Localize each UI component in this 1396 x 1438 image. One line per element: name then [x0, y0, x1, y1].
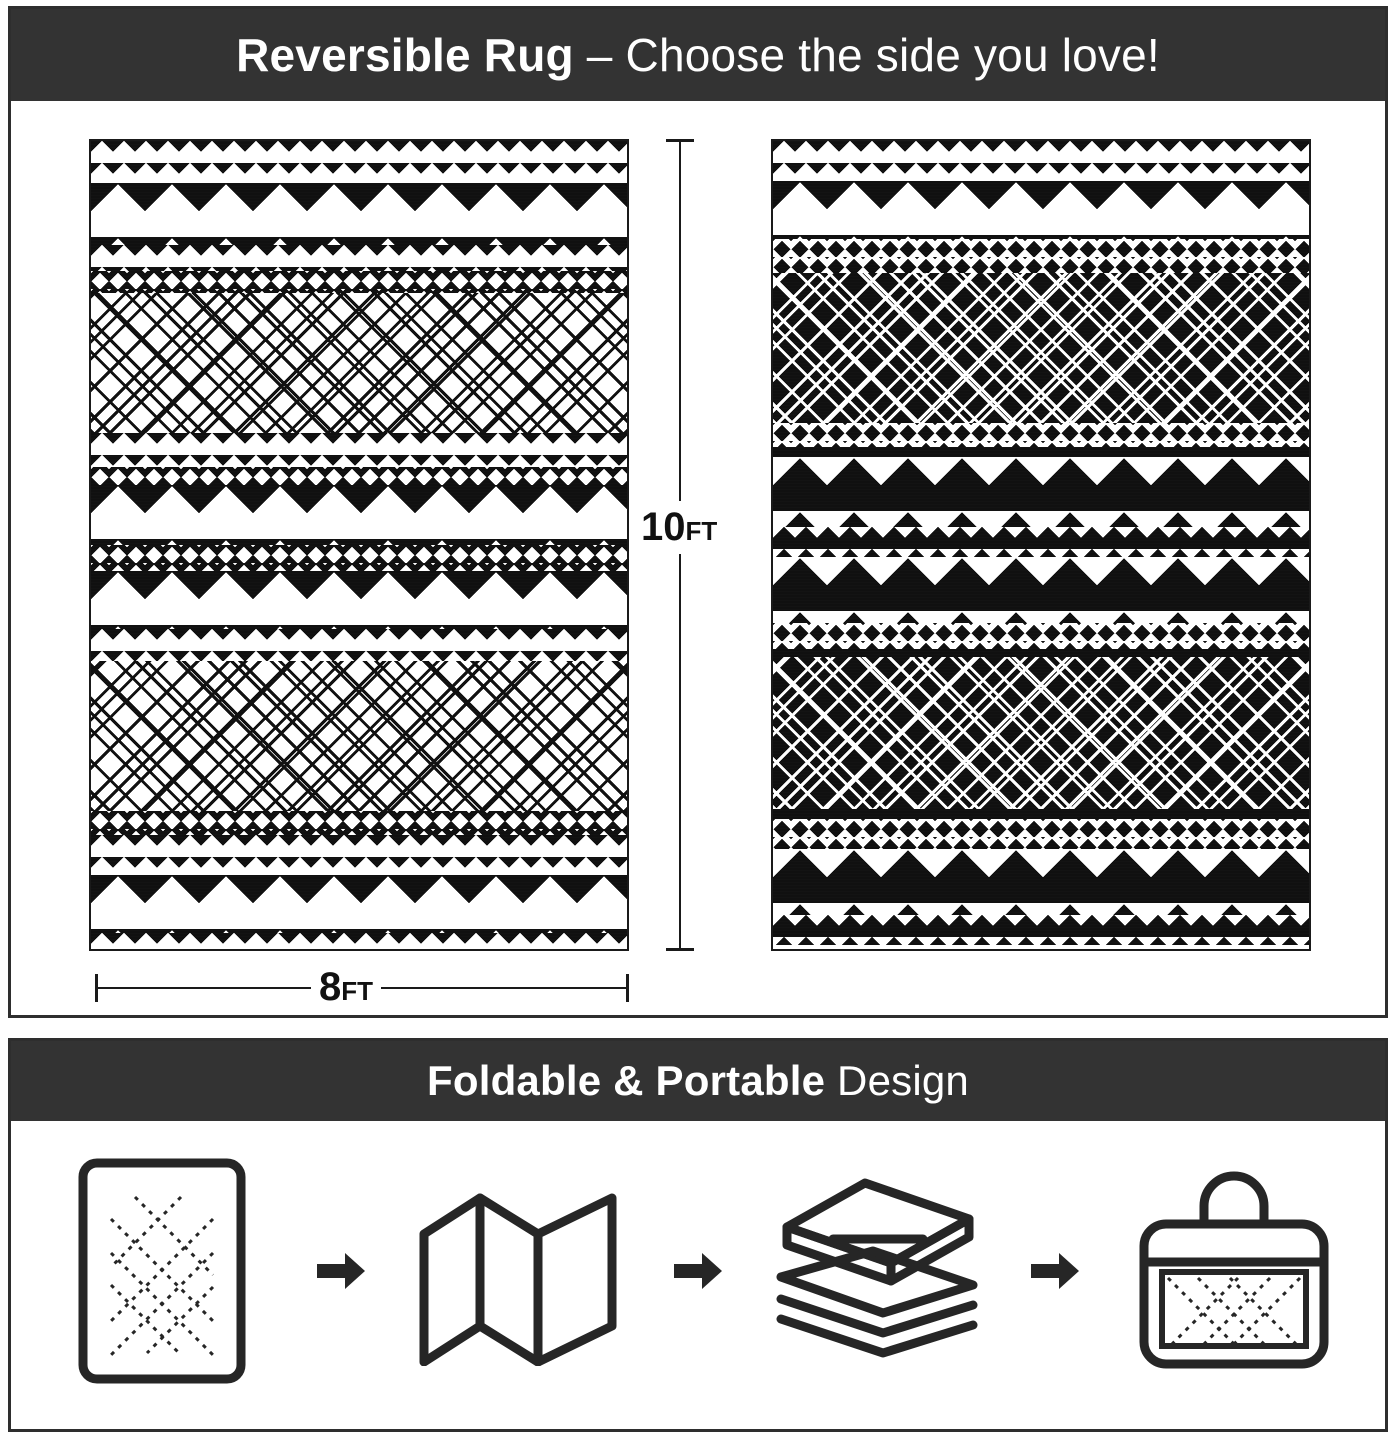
width-dimension-label: [311, 963, 381, 1012]
height-unit: FT: [685, 516, 718, 546]
folding-rug-icon: [414, 1176, 624, 1366]
height-value: 10: [641, 505, 686, 549]
arrow-2: [671, 1249, 725, 1293]
foldable-portable-panel: [8, 1038, 1388, 1432]
foldable-portable-body: [11, 1121, 1385, 1429]
width-value: 8: [319, 965, 342, 1009]
flat-rug-icon: [77, 1157, 247, 1385]
foldable-portable-title-bold: Foldable & Portable: [427, 1057, 826, 1104]
arrow-1: [314, 1249, 368, 1293]
arrow-right-icon: [315, 1249, 367, 1293]
carry-bag-icon: [1134, 1166, 1334, 1376]
reversible-rug-title-light: – Choose the side you love!: [573, 29, 1160, 81]
height-dimension-label: [639, 501, 719, 554]
reversible-rug-panel: [8, 6, 1388, 1018]
step-flat-rug: [57, 1155, 267, 1387]
reversible-rug-banner: [11, 9, 1385, 101]
arrow-right-icon: [672, 1249, 724, 1293]
arrow-3: [1028, 1249, 1082, 1293]
step-folding-rug: [414, 1155, 624, 1387]
foldable-portable-banner: [11, 1041, 1385, 1121]
rug-side-a: [89, 139, 629, 951]
reversible-rug-title-bold: Reversible Rug: [236, 29, 574, 81]
folded-stack-icon: [773, 1173, 981, 1369]
foldable-portable-title: [427, 1057, 969, 1104]
arrow-right-icon: [1029, 1249, 1081, 1293]
width-unit: FT: [341, 976, 374, 1006]
reversible-rug-title: [236, 29, 1160, 81]
rug-side-b: [771, 139, 1311, 951]
fold-steps: [11, 1121, 1385, 1429]
step-folded-stack: [772, 1155, 982, 1387]
step-carry-bag: [1129, 1155, 1339, 1387]
reversible-rug-body: [11, 101, 1385, 1015]
foldable-portable-title-light: Design: [825, 1057, 969, 1104]
